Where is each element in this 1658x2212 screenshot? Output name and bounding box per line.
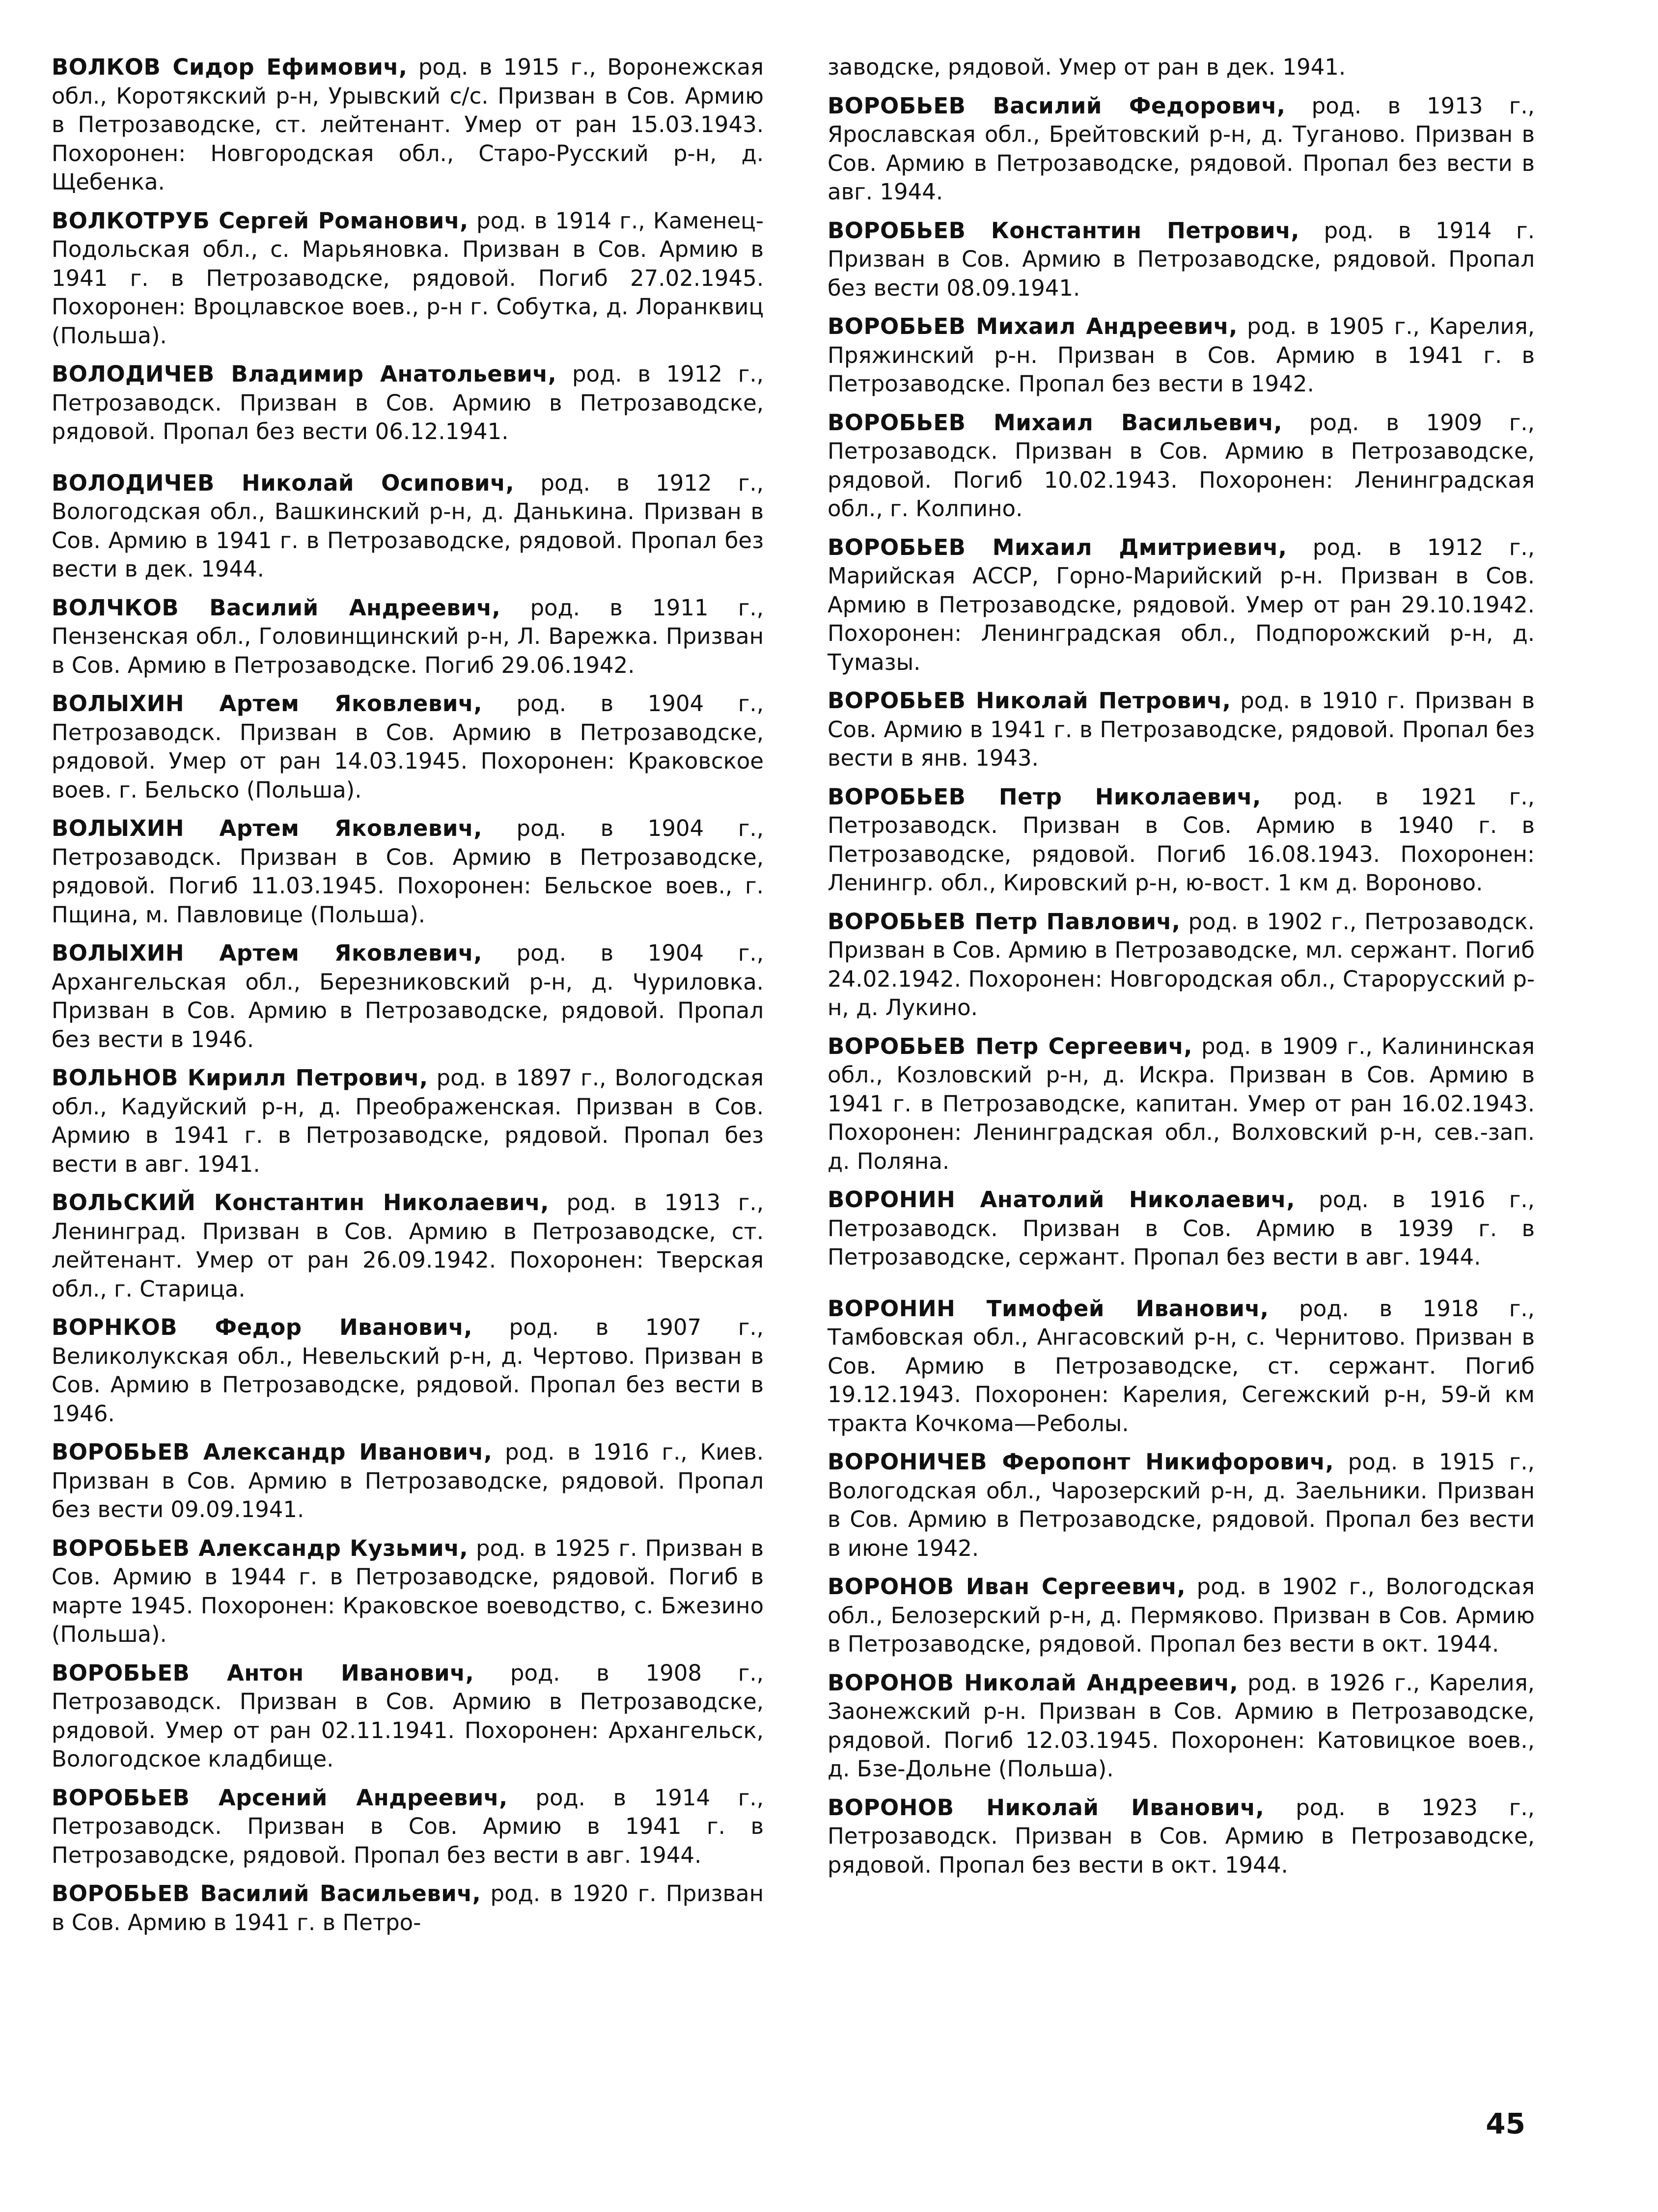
entry-text: род. в 1912 г., Вологодская обл., Вашкинский р-н, д. Данькина. Призван в Сов. Армию в 1941 г. в Петрозаводске, рядовой. Пропал без вести в дек. 1944. — [52, 470, 764, 582]
entry-text: род. в 1905 г., Карелия, Пряжинский р-н. Призван в Сов. Армию в 1941 г. в Петрозаводске. Пропал без вести в 1942. — [828, 313, 1535, 397]
entry — [828, 687, 1535, 773]
entry-name: ВОРОБЬЕВ Александр Иванович, — [52, 1439, 493, 1465]
entry-name: ВОЛЫХИН Артем Яковлевич, — [52, 691, 482, 717]
entry-text: род. в 1923 г., Петрозаводск. Призван в Сов. Армию в Петрозаводске, рядовой. Пропал без вести в окт. 1944. — [828, 1794, 1535, 1878]
entry-name: ВОРОНОВ Иван Сергеевич, — [828, 1574, 1186, 1600]
entry — [52, 360, 764, 446]
entry — [52, 469, 764, 584]
entry-continuation-text: заводске, рядовой. Умер от ран в дек. 1941. — [828, 54, 1346, 80]
entry-name: ВОЛКОТРУБ Сергей Романович, — [52, 207, 469, 234]
entry — [52, 1313, 764, 1428]
left-column — [52, 53, 764, 1947]
entry — [828, 1295, 1535, 1438]
entry — [52, 1880, 764, 1937]
entry-text: род. в 1897 г., Вологодская обл., Кадуйский р-н, д. Преображенская. Призван в Сов. Армию в 1941 г. в Петрозаводске, рядовой. Пропал без вести в авг. 1941. — [52, 1065, 764, 1177]
entry — [828, 1032, 1535, 1176]
entry — [828, 1669, 1535, 1784]
entry — [52, 1438, 764, 1524]
entry-text: род. в 1902 г., Петрозаводск. Призван в Сов. Армию в Петрозаводске, мл. сержант. Погиб 24.02.1942. Похоронен: Новгородская обл., Старорусский р-н, д. Лукино. — [828, 908, 1535, 1021]
entry-name: ВОРОБЬЕВ Михаил Дмитриевич, — [828, 534, 1287, 560]
entry-text: род. в 1910 г. Призван в Сов. Армию в 1941 г. в Петрозаводске, рядовой. Пропал без вести в янв. 1943. — [828, 688, 1535, 771]
entry — [52, 690, 764, 804]
entry-text: род. в 1912 г., Марийская АССР, Горно-Марийский р-н. Призван в Сов. Армию в Петрозаводске, рядовой. Умер от ран 29.10.1942. Похоронен: Ленинградская обл., Подпорожский р-н, д. Тумазы. — [828, 534, 1535, 675]
entry-text: род. в 1920 г. Призван в Сов. Армию в 1941 г. в Петро- — [52, 1880, 764, 1936]
entry — [828, 783, 1535, 898]
entry — [828, 92, 1535, 207]
entry-name: ВОРОБЬЕВ Михаил Андреевич, — [828, 313, 1238, 339]
entry — [52, 1659, 764, 1774]
entry-continuation — [828, 53, 1535, 82]
entry — [52, 207, 764, 351]
entry-name: ВОРОНОВ Николай Иванович, — [828, 1794, 1265, 1821]
entry-text: род. в 1914 г. Призван в Сов. Армию в Петрозаводске, рядовой. Пропал без вести 08.09.1941. — [828, 217, 1535, 301]
entry-text: род. в 1909 г., Калининская обл., Козловский р-н, д. Искра. Призван в Сов. Армию в 1941 г. в Петрозаводске, капитан. Умер от ран 16.02.1943. Похоронен: Ленинградская обл., Волховский р-н, сев.-зап. д. Поляна. — [828, 1033, 1535, 1174]
entry-text: род. в 1904 г., Петрозаводск. Призван в Сов. Армию в Петрозаводске, рядовой. Погиб 11.03.1945. Похоронен: Бельское воев., г. Пщина, м. Павловице (Польша). — [52, 815, 764, 928]
right-column — [828, 53, 1535, 1889]
entry-name: ВОЛЧКОВ Василий Андреевич, — [52, 594, 501, 621]
entry — [828, 1186, 1535, 1272]
entry-name: ВОРОБЬЕВ Василий Васильевич, — [52, 1880, 481, 1907]
entry-text: род. в 1913 г., Ярославская обл., Брейтовский р-н, д. Туганово. Призван в Сов. Армию в Петрозаводске, рядовой. Пропал без вести в авг. 1944. — [828, 92, 1535, 205]
entry-name: ВОРОБЬЕВ Михаил Васильевич, — [828, 409, 1283, 436]
entry-text: род. в 1904 г., Архангельская обл., Березниковский р-н, д. Чуриловка. Призван в Сов. Армию в Петрозаводске, рядовой. Пропал без вести в 1946. — [52, 940, 764, 1052]
entry-text: род. в 1909 г., Петрозаводск. Призван в Сов. Армию в Петрозаводске, рядовой. Погиб 10.02.1943. Похоронен: Ленинградская обл., г. Колпино. — [828, 409, 1535, 522]
entry-name: ВОРОНИН Анатолий Николаевич, — [828, 1187, 1295, 1213]
entry — [52, 594, 764, 680]
entry-text: род. в 1916 г., Петрозаводск. Призван в Сов. Армию в 1939 г. в Петрозаводске, сержант. Пропал без вести в авг. 1944. — [828, 1187, 1535, 1270]
entry-text: род. в 1911 г., Пензенская обл., Головинщинский р-н, Л. Варежка. Призван в Сов. Армию в Петрозаводске. Погиб 29.06.1942. — [52, 594, 764, 678]
entry-name: ВОЛОДИЧЕВ Николай Осипович, — [52, 470, 515, 496]
entry-name: ВОРОБЬЕВ Антон Иванович, — [52, 1659, 474, 1686]
entry-name: ВОРОБЬЕВ Василий Федорович, — [828, 92, 1286, 119]
entry-text: род. в 1915 г., Воронежская обл., Коротякский р-н, Урывский с/с. Призван в Сов. Армию в Петрозаводске, ст. лейтенант. Умер от ран 15.03.1943. Похоронен: Новгородская обл., Старо-Русский р-н, д. Щебенка. — [52, 54, 764, 195]
entry-text: род. в 1918 г., Тамбовская обл., Ангасовский р-н, с. Чернитово. Призван в Сов. Армию в Петрозаводске, ст. сержант. Погиб 19.12.1943. Похоронен: Карелия, Сегежский р-н, 59-й км тракта Кочкома—Реболы. — [828, 1295, 1535, 1437]
entry-name: ВОРОБЬЕВ Александр Кузьмич, — [52, 1535, 469, 1561]
entry-name: ВОРОБЬЕВ Петр Николаевич, — [828, 783, 1261, 810]
entry — [828, 1448, 1535, 1563]
entry — [828, 312, 1535, 399]
entry-text: род. в 1921 г., Петрозаводск. Призван в Сов. Армию в 1940 г. в Петрозаводске, рядовой. Погиб 16.08.1943. Похоронен: Ленингр. обл., Кировский р-н, ю-вост. 1 км д. Вороново. — [828, 783, 1535, 896]
entry — [52, 939, 764, 1054]
entry-name: ВОЛЫХИН Артем Яковлевич, — [52, 940, 482, 966]
entry — [828, 409, 1535, 524]
entry-name: ВОРОБЬЕВ Петр Павлович, — [828, 908, 1181, 935]
entry — [52, 814, 764, 929]
entry — [52, 1064, 764, 1179]
entry-text: род. в 1902 г., Вологодская обл., Белозерский р-н, д. Пермяково. Призван в Сов. Армию в Петрозаводске, рядовой. Пропал без вести в окт. 1944. — [828, 1574, 1535, 1657]
entry-name: ВОЛОДИЧЕВ Владимир Анатольевич, — [52, 361, 557, 387]
entry — [52, 1534, 764, 1649]
entry — [828, 1573, 1535, 1659]
entry — [828, 533, 1535, 677]
entry — [52, 1189, 764, 1303]
entry — [52, 53, 764, 197]
entry-name: ВОРОНИЧЕВ Феропонт Никифорович, — [828, 1449, 1334, 1475]
entry — [52, 1784, 764, 1870]
entry-text: род. в 1915 г., Вологодская обл., Чарозерский р-н, д. Заельники. Призван в Сов. Армию в Петрозаводске, рядовой. Пропал без вести в июне 1942. — [828, 1449, 1535, 1561]
entry-name: ВОРОБЬЕВ Петр Сергеевич, — [828, 1033, 1192, 1059]
entry-text: род. в 1908 г., Петрозаводск. Призван в Сов. Армию в Петрозаводске, рядовой. Умер от ран 02.11.1941. Похоронен: Архангельск, Вологодское кладбище. — [52, 1659, 764, 1772]
page-number: 45 — [1486, 2107, 1525, 2140]
entry-text: род. в 1926 г., Карелия, Заонежский р-н. Призван в Сов. Армию в Петрозаводске, рядовой. Погиб 12.03.1945. Похоронен: Катовицкое воев., д. Бзе-Дольне (Польша). — [828, 1669, 1535, 1782]
entry-text: род. в 1913 г., Ленинград. Призван в Сов. Армию в Петрозаводске, ст. лейтенант. Умер от ран 26.09.1942. Похоронен: Тверская обл., г. Старица. — [52, 1189, 764, 1302]
entry-name: ВОРОНОВ Николай Андреевич, — [828, 1669, 1239, 1696]
entry-text: род. в 1914 г., Каменец-Подольская обл., с. Марьяновка. Призван в Сов. Армию в 1941 г. в Петрозаводске, рядовой. Погиб 27.02.1945. Похоронен: Вроцлавское воев., р-н г. Собутка, д. Лоранквиц (Польша). — [52, 207, 764, 349]
entry-name: ВОРНКОВ Федор Иванович, — [52, 1314, 472, 1340]
entry-name: ВОЛЬНОВ Кирилл Петрович, — [52, 1065, 428, 1091]
entry-name: ВОЛКОВ Сидор Ефимович, — [52, 54, 408, 80]
entry-text: род. в 1916 г., Киев. Призван в Сов. Армию в Петрозаводске, рядовой. Пропал без вести 09.09.1941. — [52, 1439, 764, 1522]
entry-text: род. в 1912 г., Петрозаводск. Призван в Сов. Армию в Петрозаводске, рядовой. Пропал без вести 06.12.1941. — [52, 361, 764, 444]
entry-name: ВОРОНИН Тимофей Иванович, — [828, 1295, 1269, 1322]
entry-text: род. в 1907 г., Великолукская обл., Невельский р-н, д. Чертово. Призван в Сов. Армию в Петрозаводске, рядовой. Пропал без вести в 1946. — [52, 1314, 764, 1427]
entry-text: род. в 1914 г., Петрозаводск. Призван в Сов. Армию в 1941 г. в Петрозаводске, рядовой. Пропал без вести в авг. 1944. — [52, 1784, 764, 1868]
entry-name: ВОРОБЬЕВ Николай Петрович, — [828, 688, 1231, 714]
entry — [828, 217, 1535, 303]
entry-name: ВОЛЫХИН Артем Яковлевич, — [52, 815, 482, 841]
entry-name: ВОРОБЬЕВ Константин Петрович, — [828, 217, 1299, 244]
entry-text: род. в 1925 г. Призван в Сов. Армию в 1944 г. в Петрозаводске, рядовой. Погиб в марте 1945. Похоронен: Краковское воеводство, с. Бжезино (Польша). — [52, 1535, 764, 1647]
entry-text: род. в 1904 г., Петрозаводск. Призван в Сов. Армию в Петрозаводске, рядовой. Умер от ран 14.03.1945. Похоронен: Краковское воев. г. Бельско (Польша). — [52, 691, 764, 803]
entry-name: ВОЛЬСКИЙ Константин Николаевич, — [52, 1189, 549, 1216]
entry-name: ВОРОБЬЕВ Арсений Андреевич, — [52, 1784, 508, 1811]
entry — [828, 908, 1535, 1023]
entry — [828, 1794, 1535, 1880]
